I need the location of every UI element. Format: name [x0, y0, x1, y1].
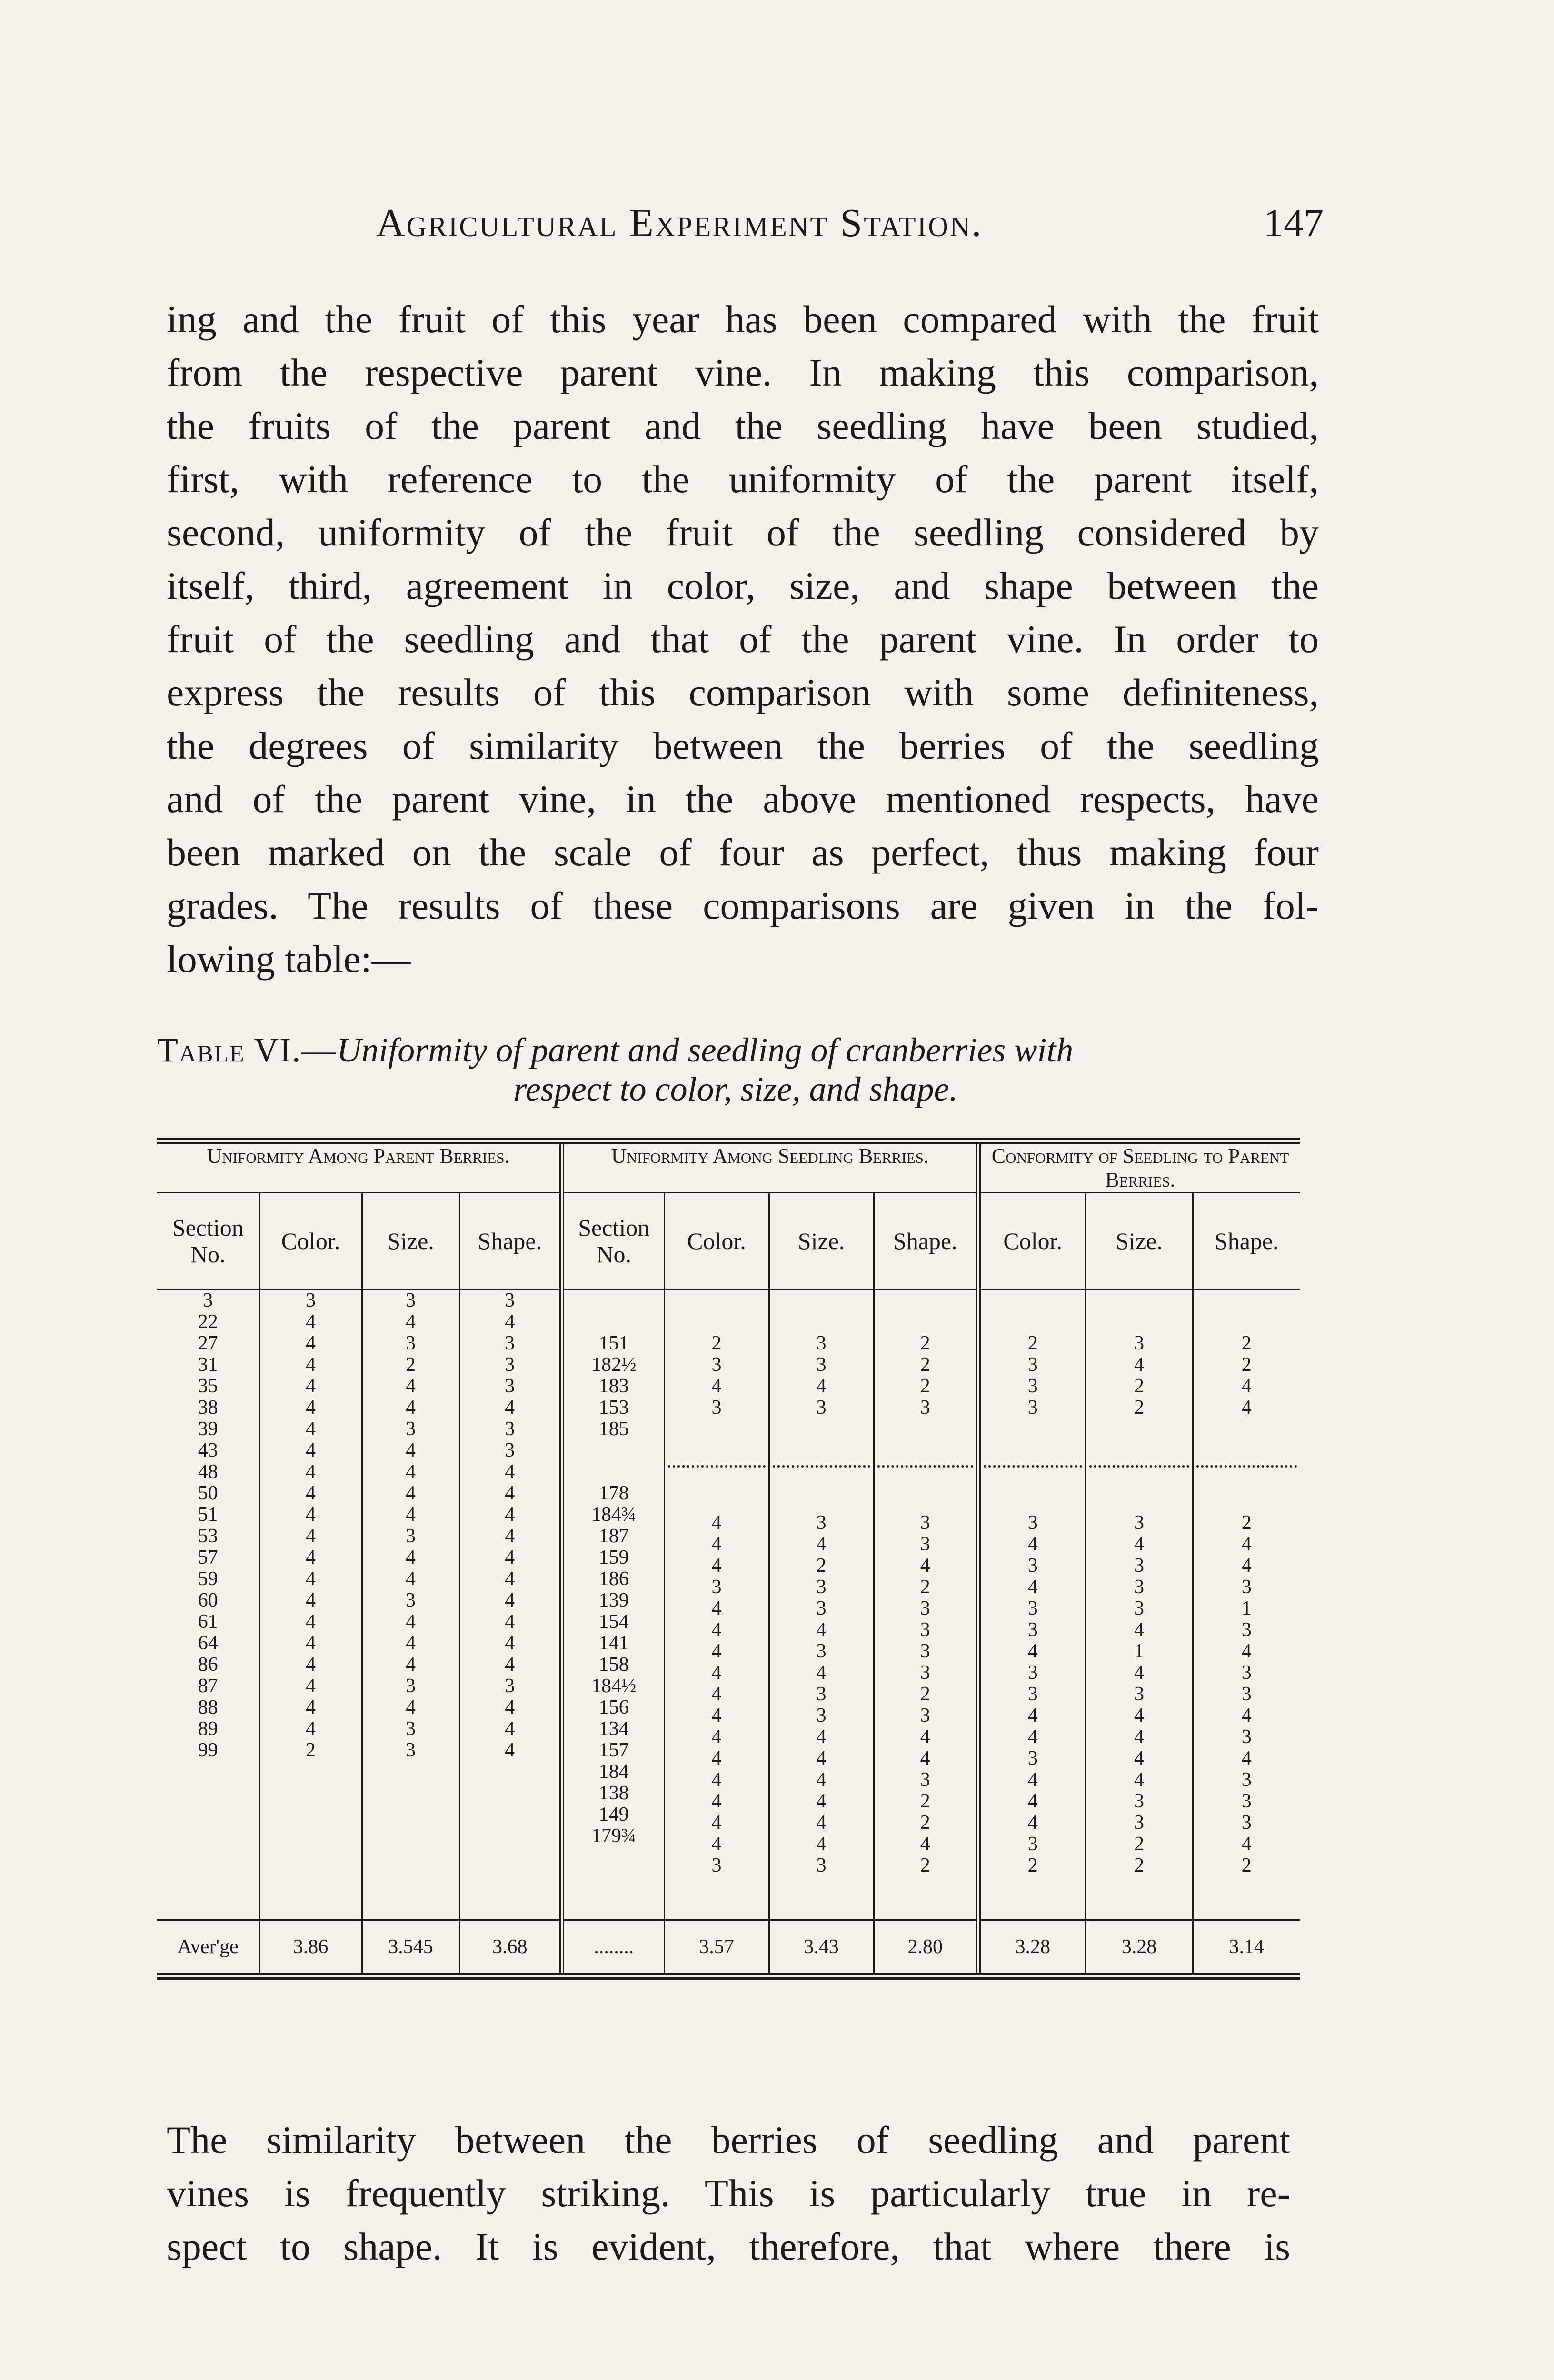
parent-size-column [362, 1289, 459, 1920]
text-line: first, with reference to the uniformity of the parent itself, [167, 457, 1319, 501]
group-header-seedling: Uniformity Among Seedling Berries. [562, 1141, 978, 1193]
cell-stack: 2 4 4 3 1 3 4 3 3 4 3 4 3 3 3 4 2 [1241, 1512, 1252, 1876]
page-number: 147 [1264, 201, 1324, 245]
seedling-size-column [769, 1289, 874, 1920]
text-line: grades. The results of these comparisons are given in the fol- [167, 884, 1319, 927]
average-value: 3.28 [978, 1920, 1086, 1977]
parent-section-column [157, 1289, 259, 1920]
conformity-size-column [1086, 1289, 1193, 1920]
seedling-shape-column [874, 1289, 978, 1920]
running-header-title: Agricultural Experiment Station. [376, 201, 983, 245]
column-header: Size. [769, 1193, 874, 1289]
text-line: and of the parent vine, in the above mentioned respects, have [167, 777, 1319, 821]
conformity-color-column [978, 1289, 1086, 1920]
column-header-row [157, 1193, 1300, 1289]
text-line: ing and the fruit of this year has been compared with the fruit [167, 298, 1319, 341]
text-line: from the respective parent vine. In making this comparison, [167, 351, 1319, 394]
seedling-color-column [664, 1289, 769, 1920]
column-header: Shape. [1193, 1193, 1300, 1289]
cell-stack: 178 184¾ 187 159 186 139 154 141 158 184½ 156 134 157 184 138 149 179¾ [591, 1482, 637, 1847]
text-line: The similarity between the berries of seedling and parent [167, 2118, 1290, 2162]
table-caption-label: Table VI.— [157, 1031, 337, 1069]
text-line: spect to shape. It is evident, therefore, that where there is [167, 2225, 1290, 2268]
conformity-shape-column [1193, 1289, 1300, 1920]
cell-stack: 2 2 2 3 [920, 1332, 930, 1418]
text-line: the degrees of similarity between the berries of the seedling [167, 724, 1319, 767]
cell-stack: 3 4 2 3 3 4 3 4 3 3 4 4 4 4 4 4 3 [816, 1512, 827, 1876]
cell-stack: 2 3 3 3 [1027, 1332, 1038, 1418]
cell-stack: 2 2 4 4 [1241, 1332, 1252, 1418]
column-header: Section No. [157, 1193, 259, 1289]
average-label: Aver'ge [157, 1920, 259, 1977]
dotted-separator [668, 1465, 766, 1468]
dotted-separator [984, 1465, 1082, 1468]
cell-stack: 3 4 4 4 4 4 4 4 4 4 4 4 4 4 4 4 4 4 4 4 4 2 [306, 1289, 316, 1761]
average-value: 3.43 [769, 1920, 874, 1977]
table-caption-text-1: Uniformity of parent and seedling of cranberries with [337, 1031, 1074, 1069]
table-caption [157, 1031, 1314, 1109]
cell-stack: 3 3 4 3 [816, 1332, 827, 1418]
average-row [157, 1920, 1300, 1977]
text-line: itself, third, agreement in color, size, and shape between the [167, 564, 1319, 607]
cell-stack: 3 4 3 3 3 4 3 3 4 4 4 4 4 4 4 4 4 4 3 4 4 4 [505, 1289, 515, 1761]
cell-stack: 4 4 4 3 4 4 4 4 4 4 4 4 4 4 4 4 3 [711, 1512, 722, 1876]
cell-stack: 3 4 3 4 3 3 4 3 3 4 4 3 4 4 4 3 2 [1027, 1512, 1038, 1876]
average-value: 2.80 [874, 1920, 978, 1977]
text-line: express the results of this comparison with some definiteness, [167, 671, 1319, 714]
text-line: been marked on the scale of four as perfect, thus making four [167, 831, 1319, 874]
column-header: Size. [1086, 1193, 1193, 1289]
average-value: 3.86 [259, 1920, 362, 1977]
column-header: Section No. [562, 1193, 664, 1289]
cell-stack: 3 4 2 2 [1134, 1332, 1144, 1418]
dotted-separator [1089, 1465, 1189, 1468]
running-header [167, 200, 1324, 252]
average-value: 3.68 [459, 1920, 562, 1977]
table-caption-text-2: respect to color, size, and shape. [513, 1070, 958, 1108]
group-header-parent: Uniformity Among Parent Berries. [207, 1144, 510, 1168]
dotted-separator [1196, 1465, 1297, 1468]
cell-stack: 151 182½ 183 153 185 [591, 1332, 637, 1440]
cell-stack: 3 3 4 2 3 3 3 3 2 3 4 4 3 2 2 4 2 [920, 1512, 930, 1876]
text-line: the fruits of the parent and the seedling have been studied, [167, 404, 1319, 447]
average-value: 3.14 [1193, 1920, 1300, 1977]
cell-stack: 2 3 4 3 [711, 1332, 722, 1418]
parent-shape-column [459, 1289, 562, 1920]
text-line: vines is frequently striking. This is particularly true in re- [167, 2172, 1290, 2215]
average-value: 3.28 [1086, 1920, 1193, 1977]
text-line: second, uniformity of the fruit of the seedling considered by [167, 511, 1319, 554]
group-header-row [157, 1141, 1300, 1193]
cell-stack: 3 22 27 31 35 38 39 43 48 50 51 53 57 59 60 61 64 86 87 88 89 99 [198, 1289, 218, 1761]
average-value: ........ [562, 1920, 664, 1977]
dotted-separator [773, 1465, 870, 1468]
text-line: lowing table:— [167, 937, 411, 981]
average-value: 3.57 [664, 1920, 769, 1977]
cell-stack: 3 4 3 2 4 4 3 4 4 4 4 3 4 4 3 4 4 4 3 4 3 3 [406, 1289, 416, 1761]
body-paragraph-1 [167, 293, 1319, 986]
column-header: Color. [259, 1193, 362, 1289]
column-header: Shape. [874, 1193, 978, 1289]
column-header: Color. [978, 1193, 1086, 1289]
group-header-conformity: Conformity of Seedling to Parent Berries. [978, 1141, 1300, 1193]
column-header: Size. [362, 1193, 459, 1289]
average-value: 3.545 [362, 1920, 459, 1977]
column-header: Color. [664, 1193, 769, 1289]
dotted-separator [877, 1465, 974, 1468]
parent-color-column [259, 1289, 362, 1920]
uniformity-table [157, 1138, 1300, 1980]
cell-stack: 3 4 3 3 3 4 1 4 3 4 4 4 4 3 3 2 2 [1134, 1512, 1144, 1876]
body-paragraph-2 [167, 2113, 1290, 2273]
column-header: Shape. [459, 1193, 562, 1289]
seedling-section-column [562, 1289, 664, 1920]
text-line: fruit of the seedling and that of the parent vine. In order to [167, 617, 1319, 661]
table-body-row [157, 1289, 1300, 1920]
